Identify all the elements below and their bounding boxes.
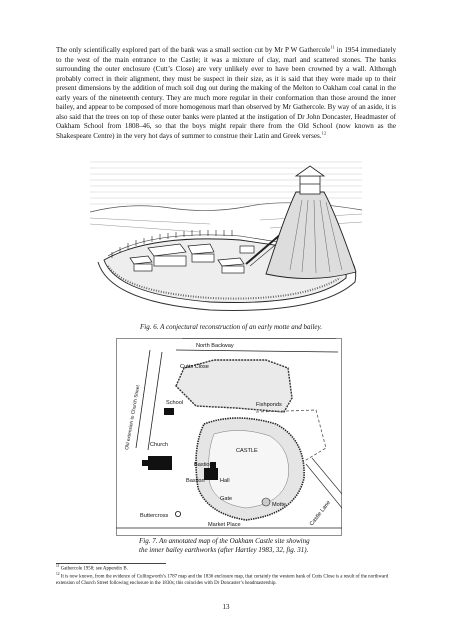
label-hall: Hall (220, 478, 230, 484)
footnote-12-number: 12 (56, 572, 60, 576)
body-text-end: in 1954 immediately to the west of the main entrance to the Castle; it was a mixture of clay, marl and scattered stones. The banks surrounding the outer enclosure (Cutt’s Close) are very unlikely ever to have been crowned by a wall. Although probably correct in their alignment, they must be suspect in their size, as it is said that they were made up to their present dimensions by the addition of much soil dug out during the making of the Melton to Oakham coal canal in the early years of the nineteenth century. They are much more regular in their conformation than those around the inner bailey, and appear to be composed of more homogenous marl than observed by Mr Gathercole. By way of an aside, it is also said that the trees on top of these outer banks were planted at the instigation of Dr John Doncaster, Headmaster of Oakham School from 1808–46, so that the boys might repair there from the Old School (now known as the Shakespeare Centre) in the very hot days of summer to construe their Latin and Greek verses. (56, 46, 397, 140)
label-market-place: Market Place (208, 522, 241, 528)
figure-7-caption-line2: the inner bailey earthworks (after Hartley 1983, 32, fig. 31). (139, 546, 309, 554)
label-castle-lane: Castle Lane (308, 500, 332, 528)
label-castle: CASTLE (236, 448, 258, 454)
footnote-ref-12[interactable]: 12 (321, 130, 327, 136)
school-building (164, 408, 174, 415)
motte-bailey-illustration (90, 152, 362, 320)
body-paragraph (56, 46, 396, 141)
footnote-11 (56, 566, 396, 573)
body-text-start: The only scientifically explored part of the bank was a small section cut by Mr P W Gathercole (56, 46, 331, 54)
oakham-castle-map (116, 338, 342, 536)
figure-7-caption (139, 537, 379, 555)
label-cutts-close: Cutts Close (180, 364, 209, 370)
label-school: School (166, 400, 184, 406)
label-old-extension: Old extension to Church Street (125, 384, 142, 451)
footnote-ref-11[interactable]: 11 (330, 44, 335, 50)
label-bastion-upper: Bastion (194, 462, 213, 468)
label-north-backway: North Backway (196, 343, 234, 349)
page-number: 13 (222, 603, 230, 611)
label-buttercross: Buttercross (140, 513, 169, 519)
figure-6-caption: Fig. 6. A conjectural reconstruction of an early motte and bailey. (139, 323, 323, 331)
motte-mound (266, 192, 356, 279)
footnote-divider (56, 563, 166, 564)
label-motte: Motte (272, 502, 286, 508)
motte-marker (262, 498, 270, 506)
label-fishponds: Fishponds (256, 402, 282, 408)
buttercross-marker (175, 511, 180, 516)
label-gate: Gate (220, 496, 233, 502)
footnote-12 (56, 574, 396, 587)
footnote-11-text: Gathercole 1958; see Appendix B. (59, 566, 128, 572)
figure-7-caption-line1: Fig. 7. An annotated map of the Oakham Castle site showing (139, 537, 310, 545)
keep-tower (296, 166, 324, 194)
footnote-12-text: It is now known, from the evidence of Cullingworth’s 1787 map and the 1836 enclosure map, that certainly the western bank of Cutts Close is a result of the northward extension of Church Street following enclosure in the 1830s; this coincides with Dr Doncaster’s headmastership. (56, 574, 389, 586)
label-church: Church (150, 442, 169, 448)
label-bastion-lower: Bastion (186, 478, 205, 484)
footnote-11-number: 11 (56, 564, 60, 568)
